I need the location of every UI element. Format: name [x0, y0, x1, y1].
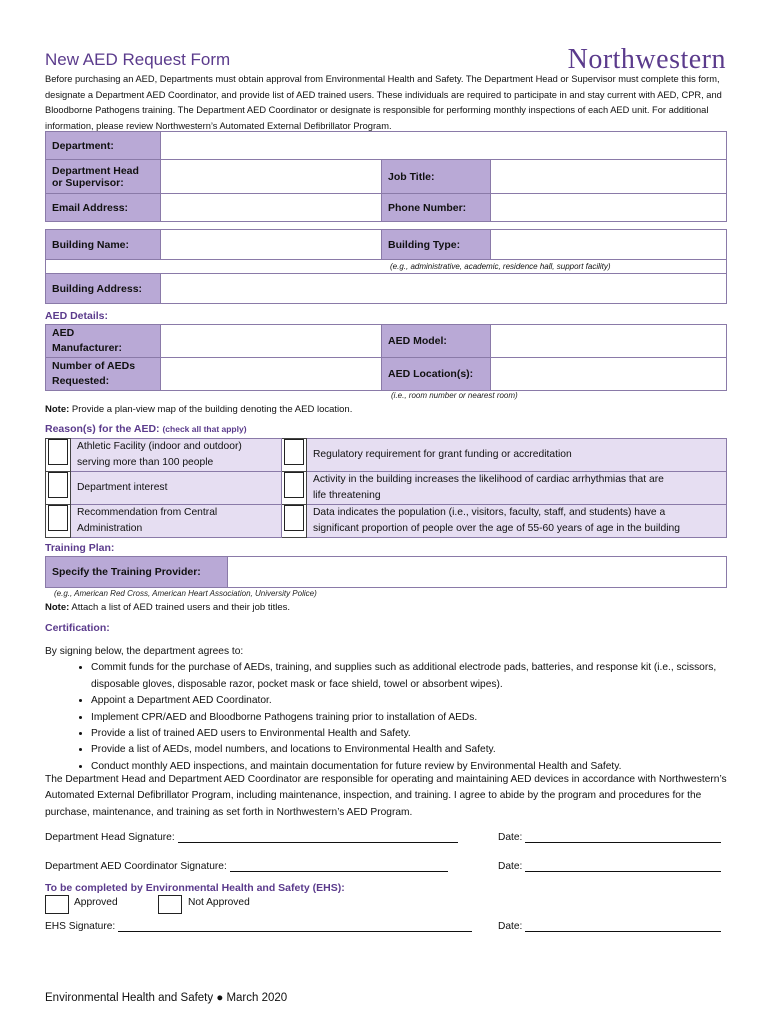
cert-bullet-2: • Implement CPR/AED and Bloodborne Pathogens training prior to installation of AEDs.	[91, 710, 735, 726]
email-label: Email Address:	[46, 194, 161, 222]
reason-left-0-cell	[46, 439, 71, 472]
reason-right-1-cell	[282, 472, 307, 505]
manufacturer-label-line1: AED	[52, 327, 75, 339]
reason-left-0-line2: serving more than 100 people	[77, 457, 214, 468]
number-label-line2: Requested:	[52, 375, 110, 387]
reason-right-0-cell	[282, 439, 307, 472]
email-field[interactable]	[161, 194, 382, 222]
building-type-field[interactable]	[491, 230, 727, 260]
coordinator-signature-row	[45, 861, 448, 872]
certification-body	[45, 644, 735, 775]
certification-list	[45, 660, 735, 775]
department-label: Department:	[46, 132, 161, 160]
provider-hint: (e.g., American Red Cross, American Heart Association, University Police)	[54, 589, 317, 598]
building-type-label: Building Type:	[382, 230, 491, 260]
ehs-date-line[interactable]	[525, 930, 721, 932]
coordinator-signature-label: Department AED Coordinator Signature:	[45, 861, 227, 872]
training-note-text: Attach a list of AED trained users and their job titles.	[69, 602, 291, 613]
reason-left-2	[71, 505, 282, 538]
reason-right-2-cell	[282, 505, 307, 538]
reason-left-2-cell	[46, 505, 71, 538]
certification-heading: Certification:	[45, 622, 110, 634]
ehs-signature-line[interactable]	[118, 930, 472, 932]
reason-left-2-checkbox[interactable]	[48, 505, 68, 531]
reason-right-0-checkbox[interactable]	[284, 439, 304, 465]
reason-right-0: Regulatory requirement for grant funding or accreditation	[307, 439, 727, 472]
building-name-label: Building Name:	[46, 230, 161, 260]
provider-label: Specify the Training Provider:	[46, 557, 228, 588]
aed-table	[45, 324, 727, 391]
building-name-field[interactable]	[161, 230, 382, 260]
department-field[interactable]	[161, 132, 727, 160]
job-title-field[interactable]	[491, 160, 727, 194]
head-label-line2: or Supervisor:	[52, 176, 124, 189]
head-signature-row	[45, 832, 458, 843]
head-date-line[interactable]	[525, 841, 721, 843]
aed-location-field[interactable]	[491, 358, 727, 391]
reasons-heading	[45, 423, 247, 435]
reason-left-1: Department interest	[71, 472, 282, 505]
head-signature-label: Department Head Signature:	[45, 832, 175, 843]
coordinator-signature-line[interactable]	[230, 870, 448, 872]
ehs-date-row	[498, 921, 721, 932]
reason-left-1-cell	[46, 472, 71, 505]
reason-right-2-line2: significant proportion of people over the age of 55-60 years of age in the building	[313, 523, 680, 534]
reason-right-2	[307, 505, 727, 538]
head-signature-line[interactable]	[178, 841, 458, 843]
aed-model-field[interactable]	[491, 325, 727, 358]
aed-location-hint: (i.e., room number or nearest room)	[391, 391, 518, 400]
reasons-title: Reason(s) for the AED:	[45, 423, 160, 435]
provider-field[interactable]	[228, 557, 727, 588]
building-address-field[interactable]	[161, 274, 727, 304]
reason-right-2-checkbox[interactable]	[284, 505, 304, 531]
reason-right-1-checkbox[interactable]	[284, 472, 304, 498]
reason-right-1-line1: Activity in the building increases the likelihood of cardiac arrhythmias that are	[313, 474, 664, 485]
number-aeds-field[interactable]	[161, 358, 382, 391]
building-type-hint: (e.g., administrative, academic, residence hall, support facility)	[46, 260, 727, 274]
head-label	[46, 160, 161, 194]
building-table	[45, 229, 727, 304]
reason-left-0-checkbox[interactable]	[48, 439, 68, 465]
reason-left-0-line1: Athletic Facility (indoor and outdoor)	[77, 441, 242, 452]
footer: Environmental Health and Safety ● March 2020	[45, 992, 288, 1004]
not-approved-label: Not Approved	[188, 897, 250, 908]
coordinator-date-row	[498, 861, 721, 872]
phone-label: Phone Number:	[382, 194, 491, 222]
approved-label: Approved	[74, 897, 118, 908]
reason-left-1-checkbox[interactable]	[48, 472, 68, 498]
number-label-line1: Number of AEDs	[52, 360, 136, 372]
ehs-date-label: Date:	[498, 921, 523, 932]
number-aeds-label	[46, 358, 161, 391]
aed-note	[45, 404, 352, 415]
cert-bullet-1: • Appoint a Department AED Coordinator.	[91, 693, 735, 709]
ehs-heading: To be completed by Environmental Health and Safety (EHS):	[45, 882, 345, 894]
aed-model-label: AED Model:	[382, 325, 491, 358]
certification-lead: By signing below, the department agrees to:	[45, 646, 244, 657]
phone-field[interactable]	[491, 194, 727, 222]
reason-left-2-line2: Administration	[77, 523, 143, 534]
head-date-label: Date:	[498, 832, 523, 843]
building-address-label: Building Address:	[46, 274, 161, 304]
reasons-hint: (check all that apply)	[162, 424, 247, 434]
training-table	[45, 556, 727, 588]
ehs-signature-label: EHS Signature:	[45, 921, 116, 932]
intro-paragraph: Before purchasing an AED, Departments must obtain approval from Environmental Health and Safety. The Department Head or Supervisor must complete this form, designate a Department AED Coordinator, and provide list of AED trained users. These individuals are required to participate in and stay current with AED, CPR, and Bloodborne Pathogens training. The Department AED Coordinator or designate is responsible for performing monthly inspections of each AED unit. For additional information, please review Northwestern’s Automated External Defibrillator Program.	[45, 74, 722, 131]
reasons-table	[45, 438, 727, 538]
manufacturer-label	[46, 325, 161, 358]
ehs-signature-row	[45, 921, 472, 932]
aed-details-heading: AED Details:	[45, 310, 109, 322]
cert-bullet-3: • Provide a list of trained AED users to Environmental Health and Safety.	[91, 726, 735, 742]
cert-bullet-0: • Commit funds for the purchase of AEDs, training, and supplies such as additional electrode pads, batteries, and response kit (i.e., scissors, disposable gloves, disposable razor, pocket mask or face shield, towel or absorbent wipes).	[91, 660, 735, 693]
coordinator-date-label: Date:	[498, 861, 523, 872]
head-date-row	[498, 832, 721, 843]
coordinator-date-line[interactable]	[525, 870, 721, 872]
training-note-bold: Note:	[45, 602, 70, 613]
aed-note-text: Provide a plan-view map of the building denoting the AED location.	[69, 404, 353, 415]
aed-location-label: AED Location(s):	[382, 358, 491, 391]
reason-left-2-line1: Recommendation from Central	[77, 507, 218, 518]
training-note	[45, 602, 290, 613]
reason-right-1-line2: life threatening	[313, 490, 381, 501]
job-title-label: Job Title:	[382, 160, 491, 194]
head-field[interactable]	[161, 160, 382, 194]
department-table	[45, 131, 727, 222]
reason-right-2-line1: Data indicates the population (i.e., visitors, faculty, staff, and students) have a	[313, 507, 666, 518]
reason-left-0	[71, 439, 282, 472]
not-approved-checkbox[interactable]	[158, 895, 182, 914]
cert-bullet-5: • Conduct monthly AED inspections, and maintain documentation for future review by Environmental Health and Safety.	[91, 759, 735, 775]
approved-checkbox[interactable]	[45, 895, 69, 914]
manufacturer-field[interactable]	[161, 325, 382, 358]
reason-right-1	[307, 472, 727, 505]
cert-bullet-4: • Provide a list of AEDs, model numbers, and locations to Environmental Health and Safety.	[91, 742, 735, 758]
form-title: New AED Request Form	[45, 50, 231, 69]
northwestern-logo: Northwestern	[567, 44, 726, 75]
responsibility-paragraph: The Department Head and Department AED Coordinator are responsible for operating and maintaining AED devices in accordance with Northwestern’s Automated External Defibrillator Program, including maintenance, inspection, and training. I agree to abide by the program and procedures for the purchase, maintenance, and training as set forth in Northwestern’s AED Program.	[45, 774, 727, 818]
head-label-line1: Department Head	[52, 164, 139, 177]
aed-note-bold: Note:	[45, 404, 70, 415]
manufacturer-label-line2: Manufacturer:	[52, 342, 123, 354]
training-heading: Training Plan:	[45, 542, 115, 554]
